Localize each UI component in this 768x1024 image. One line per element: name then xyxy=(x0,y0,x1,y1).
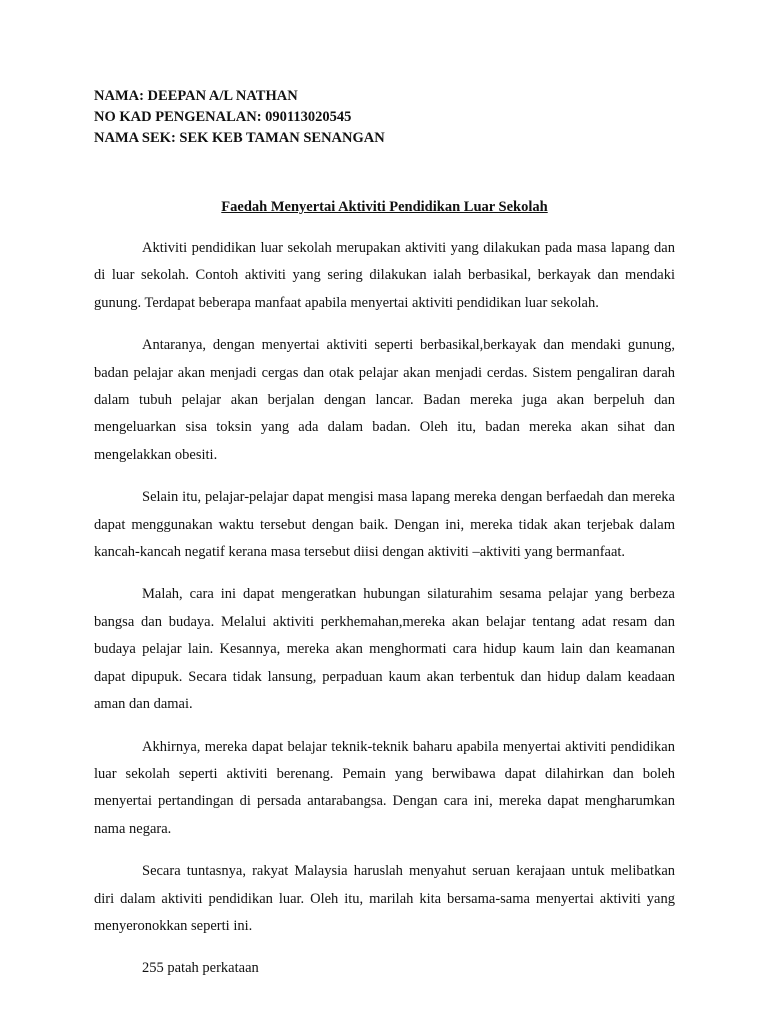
essay-title: Faedah Menyertai Aktiviti Pendidikan Luar Sekolah xyxy=(221,199,548,215)
word-count: 255 patah perkataan xyxy=(142,960,259,977)
paragraph-point-1: Antaranya, dengan menyertai aktiviti seperti berbasikal,berkayak dan mendaki gunung, badan pelajar akan menjadi cergas dan otak pelajar akan menjadi cerdas. Sistem pengaliran darah dalam tubuh pelajar akan berjalan dengan lancar. Badan mereka juga akan berpeluh dan mengeluarkan sisa toksin yang ada dalam badan. Oleh itu, badan mereka akan sihat dan mengelakkan obesiti. xyxy=(94,337,675,463)
essay-body xyxy=(94,235,675,983)
paragraph-point-2: Selain itu, pelajar-pelajar dapat mengisi masa lapang mereka dengan berfaedah dan mereka dapat menggunakan waktu tersebut dengan baik. Dengan ini, mereka tidak akan terjebak dalam kancah-kancah negatif kerana masa tersebut diisi dengan aktiviti –aktiviti yang bermanfaat. xyxy=(94,489,675,561)
paragraph-conclusion: Secara tuntasnya, rakyat Malaysia haruslah menyahut seruan kerajaan untuk melibatkan diri dalam aktiviti pendidikan luar. Oleh itu, marilah kita bersama-sama menyertai aktiviti yang menyeronokkan seperti ini. xyxy=(94,863,675,934)
student-id-number: NO KAD PENGENALAN: 090113020545 xyxy=(94,109,352,125)
paragraph-introduction: Aktiviti pendidikan luar sekolah merupakan aktiviti yang dilakukan pada masa lapang dan di luar sekolah. Contoh aktiviti yang sering dilakukan ialah berbasikal, berkayak dan mendaki gunung. Terdapat beberapa manfaat apabila menyertai aktiviti pendidikan luar sekolah. xyxy=(94,240,675,311)
school-name: NAMA SEK: SEK KEB TAMAN SENANGAN xyxy=(94,130,385,146)
student-name: NAMA: DEEPAN A/L NATHAN xyxy=(94,88,298,104)
paragraph-point-4: Akhirnya, mereka dapat belajar teknik-teknik baharu apabila menyertai aktiviti pendidikan luar sekolah seperti aktiviti berenang. Pemain yang berwibawa dapat dilahirkan dan boleh menyertai pertandingan di persada antarabangsa. Dengan cara ini, mereka dapat mengharumkan nama negara. xyxy=(94,738,675,837)
student-info-header xyxy=(94,86,694,149)
paragraph-point-3: Malah, cara ini dapat mengeratkan hubungan silaturahim sesama pelajar yang berbeza bangsa dan budaya. Melalui aktiviti perkhemahan,mereka akan belajar tentang adat resam dan budaya pelajar lain. Kesannya, mereka akan menghormati cara hidup kaum lain dan keamanan dapat dipupuk. Secara tidak lansung, perpaduan kaum akan terbentuk dan hidup dalam keadaan aman dan damai. xyxy=(94,586,675,713)
